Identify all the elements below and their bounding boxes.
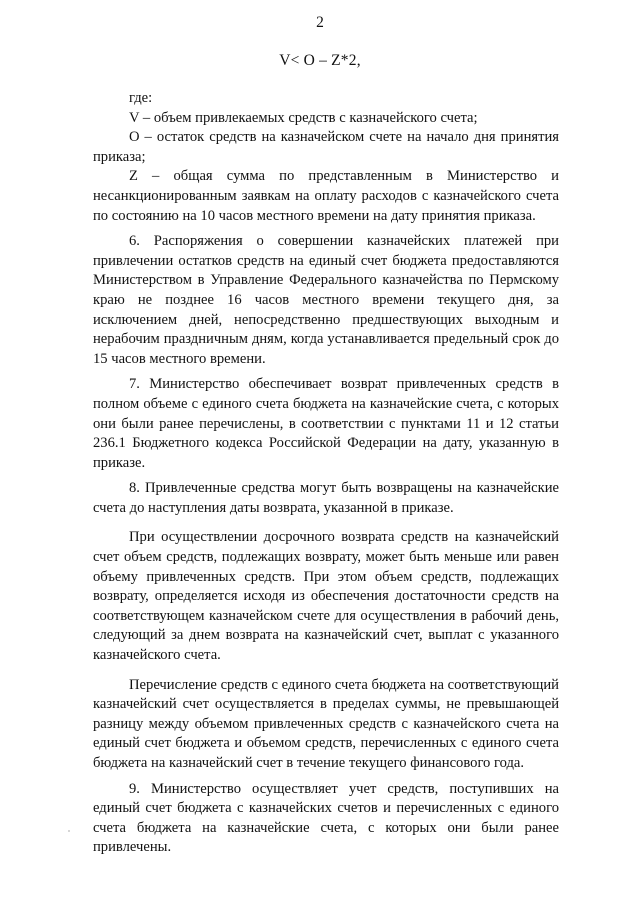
paragraph-transfer-limit: Перечисление средств с единого счета бюджета на соответствующий казначейский счет осуществляется в пределах суммы, не превышающей разницу между объемом привлеченных средств с казначейского счета на единый счет бюджета и объемом средств, перечисленных с единого счета бюджета на казначейский счет в течение текущего финансового года. xyxy=(93,676,559,771)
scan-artifact-dot xyxy=(68,830,70,832)
paragraph-7: 7. Министерство обеспечивает возврат привлеченных средств в полном объеме с единого счета бюджета на казначейские счета, с которых они были ранее перечислены, в соответствии с пунктами 11 и 12 статьи 236.1 Бюджетного кодекса Российской Федерации на дату, указанную в приказе. xyxy=(93,376,559,471)
paragraph-9: 9. Министерство осуществляет учет средств, поступивших на единый счет бюджета с казначейских счетов и перечисленных с единого счета бюджета на казначейские счета, с которых они были ранее привлечены. xyxy=(93,780,559,856)
where-label: где: xyxy=(129,90,153,106)
document-body xyxy=(93,89,559,858)
definition-o: О – остаток средств на казначейском счете на начало дня принятия приказа; xyxy=(93,129,559,165)
definition-z: Z – общая сумма по представленным в Министерство и несанкционированным заявкам на оплату расходов с казначейского счета по состоянию на 10 часов местного времени на дату принятия приказа. xyxy=(93,168,559,224)
paragraph-8: 8. Привлеченные средства могут быть возвращены на казначейские счета до наступления даты возврата, указанной в приказе. xyxy=(93,480,559,516)
page-number: 2 xyxy=(316,14,324,31)
formula: V< O – Z*2, xyxy=(279,52,361,69)
paragraph-early-return: При осуществлении досрочного возврата средств на казначейский счет объем средств, подлежащих возврату, может быть меньше или равен объему привлеченных средств. При этом объем средств, подлежащих возврату, определяется исходя из обеспечения достаточности средств на соответствующем казначейском счете для осуществления в рабочий день, следующий за днем возврата на казначейский счет, выплат с указанного казначейского счета. xyxy=(93,529,559,664)
definition-v: V – объем привлекаемых средств с казначейского счета; xyxy=(129,109,478,126)
paragraph-6: 6. Распоряжения о совершении казначейских платежей при привлечении остатков средств на единый счет бюджета предоставляются Министерством в Управление Федерального казначейства по Пермскому краю не позднее 16 часов местного времени текущего дня, за исключением дней, непосредственно предшествующих выходным и нерабочим праздничным дням, когда устанавливается предельный срок до 15 часов местного времени. xyxy=(93,233,559,367)
